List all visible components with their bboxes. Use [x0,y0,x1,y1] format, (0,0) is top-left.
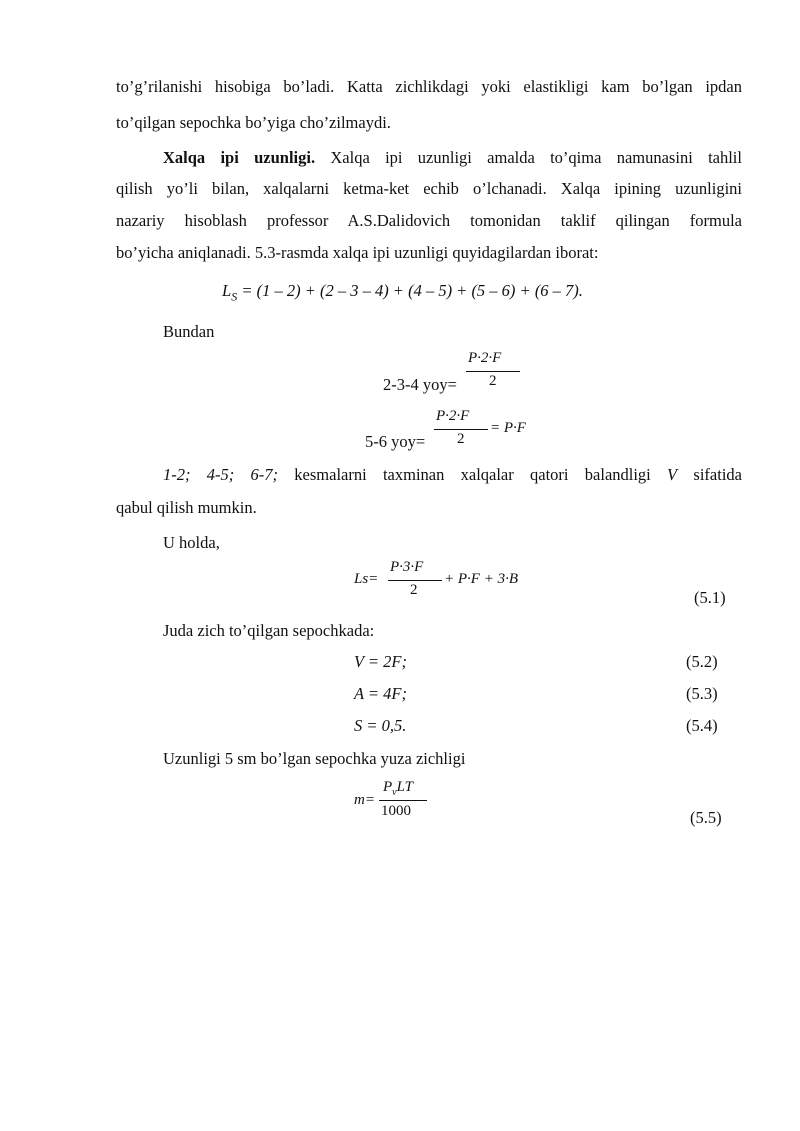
text-line: to’qilgan sepochka bo’yiga cho’zilmaydi. [116,113,391,132]
text-line: bo’yicha aniqlanadi. 5.3-rasmda xalqa ipi uzunligi quyidagilardan iborat: [116,243,599,262]
text-line: qilish yo’li bilan, xalqalarni ketma-ket echib o’lchanadi. Xalqa ipining uzunligini [116,179,742,198]
text-italic: V [667,465,678,484]
fraction-denominator: 2 [410,582,418,598]
text-line: nazariy hisoblash professor A.S.Dalidovich tomonidan taklif qilingan formula [116,211,742,230]
fraction-bar [388,580,442,581]
fraction-56 [434,408,488,454]
fraction-numerator [383,779,413,798]
numerator-rest: LT [396,779,414,795]
equation-number: (5.3) [686,684,718,703]
fraction-denominator: 2 [489,373,497,389]
equation-number: (5.2) [686,652,718,671]
fraction-55 [379,779,427,825]
fraction-51 [388,559,442,605]
equation-52: V = 2F; [354,652,407,671]
text-line: qabul qilish mumkin. [116,498,257,517]
text-juda: Juda zich to’qilgan sepochkada: [163,621,375,640]
text-italic: 1-2; 4-5; 6-7; [163,465,279,484]
equation-rhs-56: = P·F [490,420,526,436]
equation-number: (5.1) [694,588,726,607]
equation-number: (5.5) [690,808,722,827]
text-run: Xalqa ipi uzunligi amalda to’qima namunasini tahlil [315,148,742,167]
equation-subscript: S [231,289,238,304]
equation-rhs-51: + P·F + 3·B [444,571,518,587]
equation-54: S = 0,5. [354,716,407,735]
paragraph-first-line [163,465,742,485]
fraction-numerator: P·3·F [390,559,424,575]
fraction-denominator: 2 [457,431,465,447]
fraction-bar [434,429,488,430]
text-bundan: Bundan [163,322,215,341]
equation-label-234: 2-3-4 yoy= [383,375,457,394]
fraction-bar [466,371,520,372]
section-heading: Xalqa ipi uzunligi. [163,148,316,167]
numerator-p: P [383,779,393,795]
equation-lhs-55: m= [354,792,375,808]
fraction-234 [466,350,520,396]
fraction-numerator: P·2·F [436,408,470,424]
paragraph-first-line [163,148,742,168]
fraction-bar [379,800,427,801]
fraction-denominator: 1000 [381,803,411,819]
text-run: kesmalarni taxminan xalqalar qatori balandligi [278,465,668,484]
equation-number: (5.4) [686,716,718,735]
text-line: to’g’rilanishi hisobiga bo’ladi. Katta zichlikdagi yoki elastikligi kam bo’lgan ipdan [116,77,742,96]
text-run: sifatida [677,465,742,484]
fraction-numerator: P·2·F [468,350,502,366]
text-uzunligi: Uzunligi 5 sm bo’lgan sepochka yuza zichligi [163,749,466,768]
equation-ls [222,281,583,304]
equation-label-56: 5-6 yoy= [365,432,426,451]
equation-lhs-51: Ls= [354,571,379,587]
equation-rhs: = (1 – 2) + (2 – 3 – 4) + (4 – 5) + (5 – 6) + (6 – 7). [237,281,583,300]
equation-lhs: L [222,281,232,300]
text-uholda: U holda, [163,533,220,552]
numerator-subscript: v [392,787,397,798]
equation-53: A = 4F; [354,684,407,703]
